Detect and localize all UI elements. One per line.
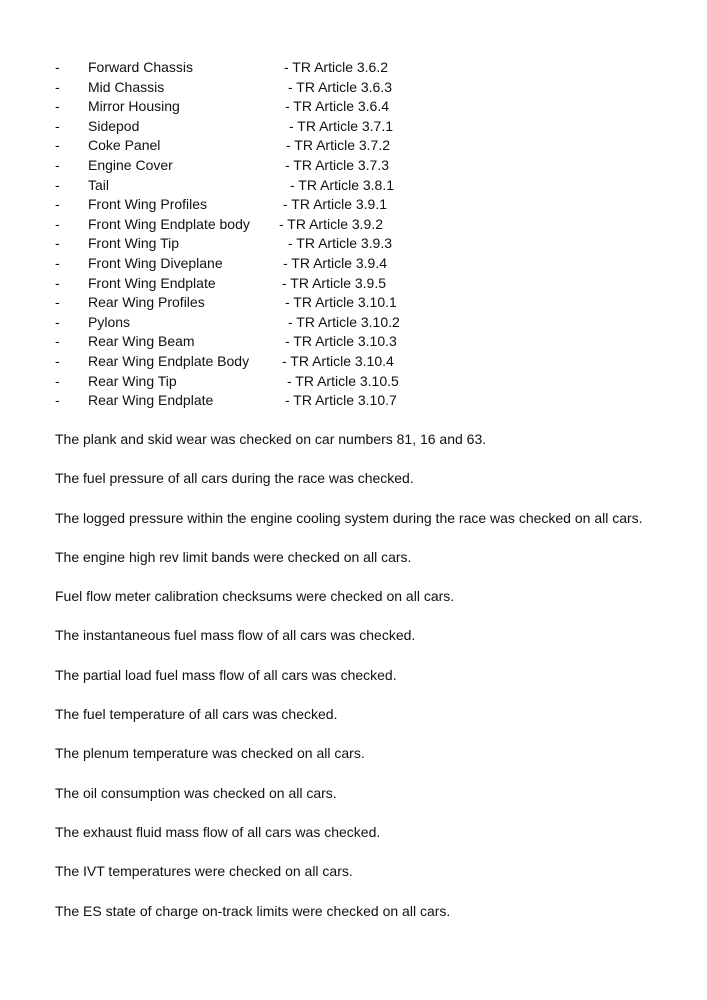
list-bullet: - <box>55 372 60 389</box>
article-reference: - TR Article 3.9.1 <box>283 196 388 213</box>
list-bullet: - <box>55 333 60 350</box>
statement-rev-limit: The engine high rev limit bands were checked on all cars. <box>55 548 412 565</box>
part-name: Front Wing Diveplane <box>88 254 223 271</box>
statement-plank-skid-wear: The plank and skid wear was checked on car numbers 81, 16 and 63. <box>55 431 487 447</box>
list-item <box>0 78 707 98</box>
part-name: Rear Wing Beam <box>88 333 195 350</box>
article-reference: - TR Article 3.7.1 <box>289 117 394 134</box>
article-reference: - TR Article 3.8.1 <box>290 176 395 193</box>
part-name: Sidepod <box>88 117 140 134</box>
list-bullet: - <box>55 117 60 134</box>
article-reference: - TR Article 3.9.3 <box>288 235 393 252</box>
checked-parts-list <box>0 58 707 411</box>
part-name: Mid Chassis <box>88 78 165 95</box>
part-name: Rear Wing Endplate <box>88 392 214 409</box>
article-reference: - TR Article 3.7.3 <box>285 156 390 173</box>
statement-instantaneous-fuel-flow: The instantaneous fuel mass flow of all cars was checked. <box>55 627 416 644</box>
article-reference: - TR Article 3.10.7 <box>285 392 397 409</box>
article-reference: - TR Article 3.10.4 <box>282 352 394 369</box>
article-reference: - TR Article 3.10.3 <box>285 333 397 350</box>
list-item <box>0 274 707 294</box>
article-reference: - TR Article 3.6.3 <box>288 78 393 95</box>
part-name: Coke Panel <box>88 137 161 154</box>
list-bullet: - <box>55 313 60 330</box>
list-item <box>0 195 707 215</box>
statement-es-state-of-charge: The ES state of charge on-track limits were checked on all cars. <box>55 902 451 919</box>
article-reference: - TR Article 3.6.2 <box>284 59 389 75</box>
list-bullet: - <box>55 294 60 311</box>
list-bullet: - <box>55 274 60 291</box>
list-bullet: - <box>55 235 60 252</box>
list-item <box>0 352 707 372</box>
list-bullet: - <box>55 59 60 75</box>
part-name: Front Wing Endplate <box>88 274 216 291</box>
part-name: Mirror Housing <box>88 98 180 115</box>
statement-cooling-pressure: The logged pressure within the engine cooling system during the race was checked on all cars. <box>55 509 643 526</box>
statements-section <box>55 430 695 941</box>
list-item <box>0 332 707 352</box>
list-item <box>0 97 707 117</box>
list-bullet: - <box>55 352 60 369</box>
list-bullet: - <box>55 137 60 154</box>
statement-exhaust-fluid-flow: The exhaust fluid mass flow of all cars was checked. <box>55 823 381 840</box>
list-item <box>0 136 707 156</box>
part-name: Pylons <box>88 313 131 330</box>
part-name: Rear Wing Profiles <box>88 294 205 311</box>
part-name: Rear Wing Endplate Body <box>88 352 250 369</box>
list-bullet: - <box>55 176 60 193</box>
statement-fuel-flow-checksums: Fuel flow meter calibration checksums were checked on all cars. <box>55 588 455 605</box>
article-reference: - TR Article 3.10.5 <box>287 372 399 389</box>
list-item <box>0 254 707 274</box>
list-item <box>0 215 707 235</box>
article-reference: - TR Article 3.10.1 <box>285 294 397 311</box>
part-name: Front Wing Endplate body <box>88 215 250 232</box>
list-bullet: - <box>55 392 60 409</box>
part-name: Front Wing Profiles <box>88 196 208 213</box>
article-reference: - TR Article 3.6.4 <box>285 98 390 115</box>
article-reference: - TR Article 3.7.2 <box>286 137 391 154</box>
statement-fuel-temperature: The fuel temperature of all cars was checked. <box>55 706 338 723</box>
part-name: Engine Cover <box>88 156 173 173</box>
article-reference: - TR Article 3.9.4 <box>283 254 388 271</box>
list-item <box>0 372 707 392</box>
list-bullet: - <box>55 254 60 271</box>
statement-ivt-temperatures: The IVT temperatures were checked on all cars. <box>55 863 353 880</box>
list-bullet: - <box>55 196 60 213</box>
list-item <box>0 391 707 411</box>
list-item <box>0 293 707 313</box>
list-item <box>0 117 707 137</box>
statement-fuel-pressure: The fuel pressure of all cars during the race was checked. <box>55 470 414 487</box>
part-name: Forward Chassis <box>88 59 194 75</box>
article-reference: - TR Article 3.9.5 <box>282 274 387 291</box>
statement-oil-consumption: The oil consumption was checked on all cars. <box>55 784 337 801</box>
list-bullet: - <box>55 98 60 115</box>
list-item <box>0 58 707 78</box>
list-bullet: - <box>55 78 60 95</box>
article-reference: - TR Article 3.9.2 <box>279 215 384 232</box>
statement-plenum-temperature: The plenum temperature was checked on all cars. <box>55 745 365 762</box>
part-name: Front Wing Tip <box>88 235 180 252</box>
article-reference: - TR Article 3.10.2 <box>288 313 400 330</box>
list-bullet: - <box>55 156 60 173</box>
part-name: Tail <box>88 176 110 193</box>
list-bullet: - <box>55 215 60 232</box>
list-item <box>0 156 707 176</box>
list-item <box>0 234 707 254</box>
list-item <box>0 176 707 196</box>
part-name: Rear Wing Tip <box>88 372 177 389</box>
statement-partial-load-fuel-flow: The partial load fuel mass flow of all cars was checked. <box>55 666 397 683</box>
list-item <box>0 313 707 333</box>
